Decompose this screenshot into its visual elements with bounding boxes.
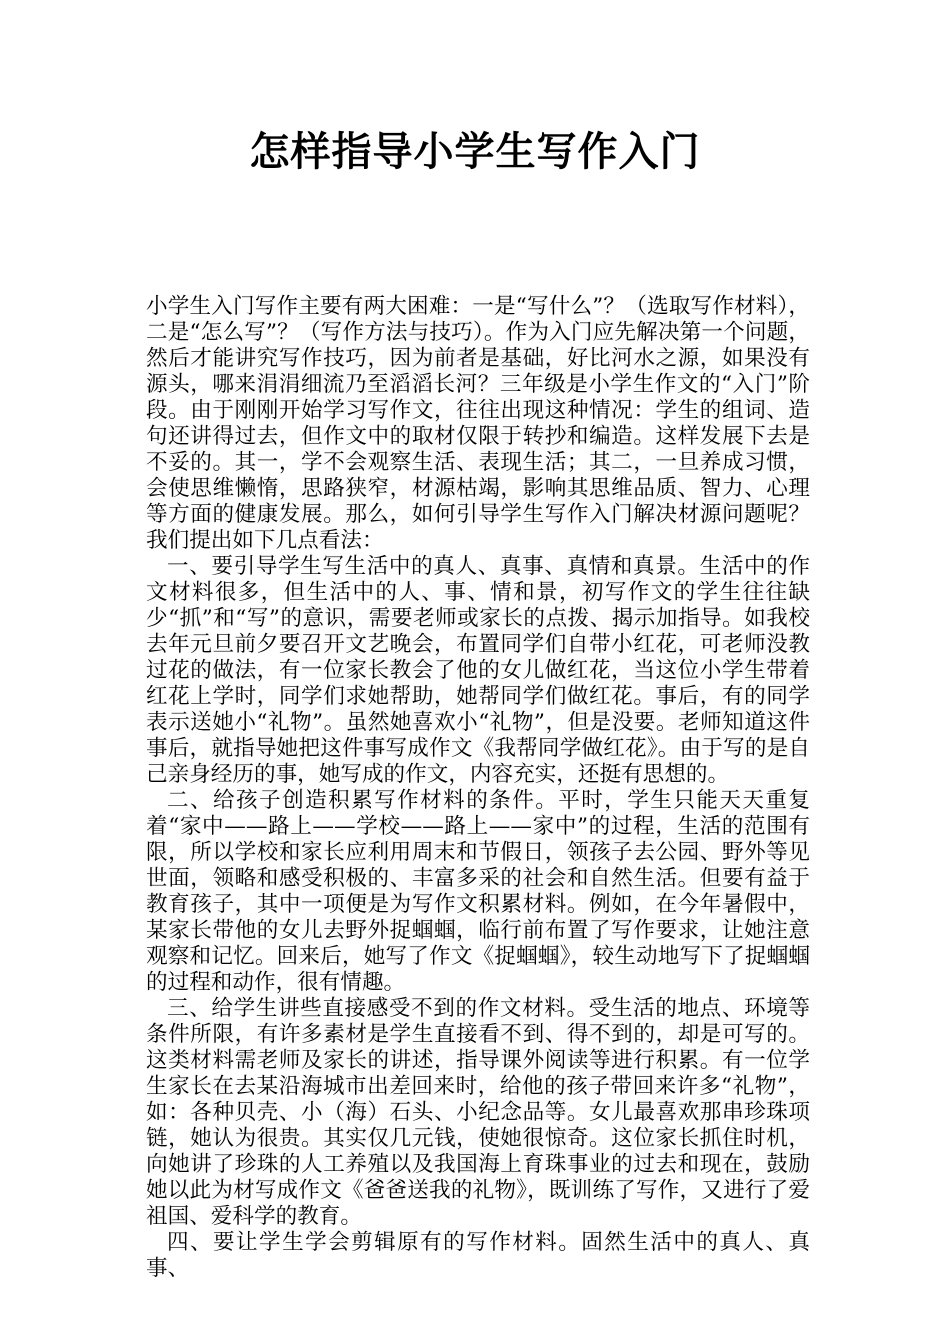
paragraph-point-3: 三、给学生讲些直接感受不到的作文材料。受生活的地点、环境等条件所限，有许多素材是学生直接看不到、得不到的，却是可写的。这类材料需老师及家长的讲述，指导课外阅读等进行积累。有一位学生家长在去某沿海城市出差回来时，给他的孩子带回来许多“礼物”，如：各种贝壳、小（海）石头、小纪念品等。女儿最喜欢那串珍珠项链，她认为很贵。其实仅几元钱，使她很惊奇。这位家长抓住时机，向她讲了珍珠的人工养殖以及我国海上育珠事业的过去和现在，鼓励她以此为材写成作文《爸爸送我的礼物》，既训练了写作，又进行了爱祖国、爱科学的教育。: [146, 996, 810, 1229]
document-title: 怎样指导小学生写作入门: [249, 128, 701, 175]
paragraph-point-4: 四、要让学生学会剪辑原有的写作材料。固然生活中的真人、真事、: [146, 1230, 810, 1281]
document-body: [146, 294, 810, 1282]
paragraph-intro: 小学生入门写作主要有两大困难：一是“写什么”？（选取写作材料），二是“怎么写”？（写作方法与技巧）。作为入门应先解决第一个问题，然后才能讲究写作技巧，因为前者是基础，好比河水之源，如果没有源头，哪来涓涓细流乃至滔滔长河？三年级是小学生作文的“入门”阶段。由于刚刚开始学习写作文，往往出现这种情况：学生的组词、造句还讲得过去，但作文中的取材仅限于转抄和编造。这样发展下去是不妥的。其一，学不会观察生活、表现生活；其二，一旦养成习惯，会使思维懒惰，思路狭窄，材源枯竭，影响其思维品质、智力、心理等方面的健康发展。那么，如何引导学生写作入门解决材源问题呢？我们提出如下几点看法：: [146, 294, 810, 553]
paragraph-point-1: 一、要引导学生写生活中的真人、真事、真情和真景。生活中的作文材料很多，但生活中的人、事、情和景，初写作文的学生往往缺少“抓”和“写”的意识，需要老师或家长的点拨、揭示加指导。如我校去年元旦前夕要召开文艺晚会，布置同学们自带小红花，可老师没教过花的做法，有一位家长教会了他的女儿做红花，当这位小学生带着红花上学时，同学们求她帮助，她帮同学们做红花。事后，有的同学表示送她小“礼物”。虽然她喜欢小“礼物”，但是没要。老师知道这件事后，就指导她把这件事写成作文《我帮同学做红花》。由于写的是自己亲身经历的事，她写成的作文，内容充实，还挺有思想的。: [146, 554, 810, 787]
paragraph-point-2: 二、给孩子创造积累写作材料的条件。平时，学生只能天天重复着“家中——路上——学校——路上——家中”的过程，生活的范围有限，所以学校和家长应利用周末和节假日，领孩子去公园、野外等见世面，领略和感受积极的、丰富多采的社会和自然生活。但要有益于教育孩子，其中一项便是为写作文积累材料。例如，在今年暑假中，某家长带他的女儿去野外捉蝈蝈，临行前布置了写作要求，让她注意观察和记忆。回来后，她写了作文《捉蝈蝈》，较生动地写下了捉蝈蝈的过程和动作，很有情趣。: [146, 788, 810, 995]
